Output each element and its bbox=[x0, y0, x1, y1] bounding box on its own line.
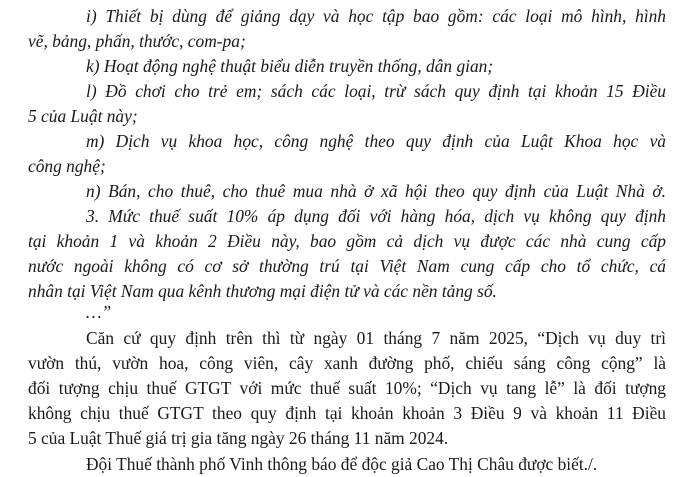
text-line-m-item: m) Dịch vụ khoa học, công nghệ theo quy định của Luật Khoa học và bbox=[86, 131, 666, 151]
text-line-k-item: k) Hoạt động nghệ thuật biểu diễn truyền thống, dân gian; bbox=[86, 56, 494, 76]
ellipsis-quote-close: …” bbox=[86, 302, 112, 322]
text-line-l-item: l) Đồ chơi cho trẻ em; sách các loại, trừ sách quy định tại khoản 15 Điều bbox=[86, 81, 666, 101]
text-line-n-item: n) Bán, cho thuê, cho thuê mua nhà ở xã hội theo quy định của Luật Nhà ở. bbox=[86, 181, 666, 201]
text-line-m-item-cont: công nghệ; bbox=[28, 156, 106, 176]
text-line-i-item: i) Thiết bị dùng để giảng dạy và học tập bao gồm: các loại mô hình, hình bbox=[86, 6, 666, 26]
text-line-conclusion-2: vườn thú, vườn hoa, công viên, cây xanh đường phố, chiếu sáng công cộng” là bbox=[28, 353, 666, 373]
text-line-conclusion-5: 5 của Luật Thuế giá trị gia tăng ngày 26 tháng 11 năm 2024. bbox=[28, 428, 449, 448]
text-line-l-item-cont: 5 của Luật này; bbox=[28, 106, 138, 126]
text-line-conclusion-1: Căn cứ quy định trên thì từ ngày 01 tháng 7 năm 2025, “Dịch vụ duy trì bbox=[86, 328, 666, 348]
text-line-conclusion-3: đối tượng chịu thuế GTGT với mức thuế suất 10%; “Dịch vụ tang lễ” là đối tượng bbox=[28, 378, 666, 398]
text-line-item-3-cont-2: nước ngoài không có cơ sở thường trú tại Việt Nam cung cấp cho tổ chức, cá bbox=[28, 256, 666, 276]
text-line-i-item-cont: vẽ, bảng, phấn, thước, com-pa; bbox=[28, 31, 246, 51]
text-line-item-3: 3. Mức thuế suất 10% áp dụng đối với hàng hóa, dịch vụ không quy định bbox=[86, 206, 666, 226]
text-line-item-3-cont-3: nhân tại Việt Nam qua kênh thương mại điện tử và các nền tảng số. bbox=[28, 281, 497, 301]
text-line-conclusion-4: không chịu thuế GTGT theo quy định tại khoản khoản 3 Điều 9 và khoản 11 Điều bbox=[28, 403, 666, 423]
closing-notice: Đội Thuế thành phố Vinh thông báo để độc giả Cao Thị Châu được biết./. bbox=[86, 454, 598, 474]
text-line-item-3-cont-1: tại khoản 1 và khoản 2 Điều này, bao gồm cả dịch vụ được các nhà cung cấp bbox=[28, 231, 666, 251]
